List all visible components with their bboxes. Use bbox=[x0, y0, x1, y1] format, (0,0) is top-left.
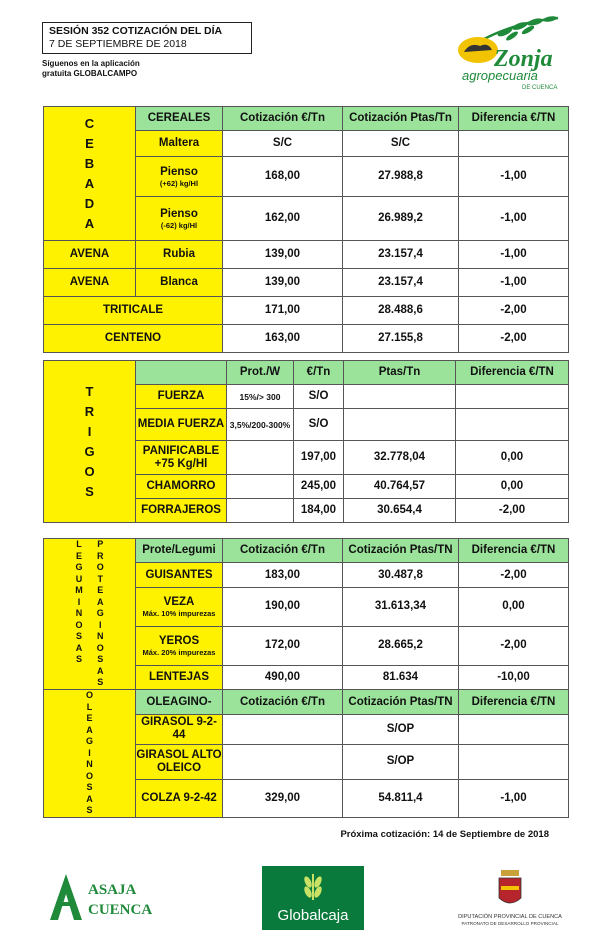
side-label-letter: A bbox=[75, 642, 83, 653]
coat-of-arms-icon bbox=[499, 870, 521, 903]
side-label-letter: D bbox=[84, 195, 95, 211]
side-label-letter: T bbox=[97, 573, 103, 584]
side-label-letter: G bbox=[96, 608, 104, 618]
svg-text:agropecuaria: agropecuaria bbox=[462, 68, 538, 83]
table-row: MEDIA FUERZA 3,5%/200-300% S/O bbox=[44, 409, 569, 441]
svg-text:PATRONATO DE DESARROLLO PROVIN: PATRONATO DE DESARROLLO PROVINCIAL bbox=[461, 921, 559, 926]
side-label-letter: S bbox=[97, 654, 104, 664]
table-row: AVENA Rubia 139,00 23.157,4 -1,00 bbox=[44, 241, 569, 269]
svg-text:ASAJA: ASAJA bbox=[88, 882, 137, 898]
side-label-letter: N bbox=[96, 631, 104, 641]
side-label-letter: A bbox=[96, 665, 104, 676]
table-row: FORRAJEROS 184,00 30.654,4 -2,00 bbox=[44, 499, 569, 523]
side-label-letter: S bbox=[85, 483, 94, 499]
table-row: GIRASOL ALTO OLEICO S/OP bbox=[44, 744, 569, 780]
next-quote: Próxima cotización: 14 de Septiembre de 2018 bbox=[340, 829, 549, 840]
side-label-letter: G bbox=[85, 736, 93, 746]
side-label-letter: I bbox=[88, 747, 91, 758]
asaja-a-icon bbox=[50, 874, 82, 920]
side-label-letter: R bbox=[84, 403, 95, 419]
wheat-icon bbox=[303, 874, 324, 900]
trigos-table: T R I G O S Prot./W €/Tn Ptas/Tn Diferencia €/TN FUERZA 15%/> 300 S/O MEDIA FUERZA 3,5%/200-300% S/O PANIFICABLE +75 Kg/Hl 197,00 32.778,04 0,00 CHAMORRO 245,00 40.764,57 0,00 FORRAJEROS 184,00 30.654,4 -2,00 bbox=[43, 360, 569, 523]
trigos-side-label bbox=[44, 361, 136, 523]
svg-text:DE CUENCA: DE CUENCA bbox=[522, 85, 558, 91]
table-row: AVENA Blanca 139,00 23.157,4 -1,00 bbox=[44, 269, 569, 297]
side-label-letter: E bbox=[85, 135, 94, 151]
side-label-letter: A bbox=[86, 793, 93, 804]
diputacion-logo bbox=[455, 868, 565, 928]
side-label-letter: I bbox=[98, 619, 102, 630]
side-label-letter: E bbox=[97, 585, 104, 595]
table-row: FUERZA 15%/> 300 S/O bbox=[44, 385, 569, 409]
table-row: Maltera S/C S/C bbox=[44, 131, 569, 157]
side-label-letter: S bbox=[75, 654, 82, 664]
session-title: SESIÓN 352 COTIZACIÓN DEL DÍA bbox=[49, 25, 223, 37]
cereales-table: C E B A D A CEREALES Cotización €/Tn Cotización Ptas/Tn Diferencia €/TN Maltera S/C S/C Pienso (+62) kg/Hl 168,00 27.988,8 -1,00 Pienso (-62) kg/Hl 162,00 26.989,2 -1,00 AVENA Rubia 139,00 23.157,4 -1,00 AVENA Blanca 139,00 23.157,4 -1,00 TRITICALE 171,00 28.488,6 -2,00 CENTENO 163,00 27.155,8 -2,00 bbox=[43, 106, 569, 353]
svg-text:CUENCA: CUENCA bbox=[88, 902, 153, 918]
side-label-letter: P bbox=[97, 539, 104, 549]
side-label-letter: S bbox=[86, 805, 93, 815]
side-label-letter: N bbox=[75, 608, 83, 618]
session-date: 7 DE SEPTIEMBRE DE 2018 bbox=[49, 38, 187, 50]
side-label-letter: A bbox=[86, 724, 93, 735]
side-label-letter: O bbox=[84, 463, 95, 479]
table-row: LENTEJAS 490,00 81.634 -10,00 bbox=[44, 665, 569, 690]
table-row: YEROS Máx. 20% impurezas 172,00 28.665,2 -2,00 bbox=[44, 626, 569, 665]
side-label-letter: A bbox=[84, 215, 95, 231]
side-label-letter: O bbox=[75, 619, 83, 630]
side-label-letter: B bbox=[84, 155, 95, 171]
side-label-letter: E bbox=[75, 550, 82, 561]
zonja-logo bbox=[450, 14, 570, 94]
side-label-letter: O bbox=[85, 770, 93, 781]
side-label-letter: L bbox=[76, 539, 82, 549]
legumbres-table: L E G U M I N O S A SP R O T E A G I N O S A S Prote/Legumi Cotización €/Tn Cotización Ptas/TN Diferencia €/TN GUISANTES 183,00 30.487,8 -2,00 VEZA Máx. 10% impurezas 190,00 31.613,34 0,00 YEROS Máx. 20% impurezas 172,00 28.665,2 -2,00 LENTEJAS 490,00 81.634 -10,00 O L E A G I N O S A S OLEAGINO- Cotización €/Tn Cotización Ptas/TN Diferencia €/TN GIRASOL 9-2-44 S/OP GIRASOL ALTO OLEICO S/OP COLZA 9-2-42 329,00 54.811,4 -1,00 bbox=[43, 538, 569, 818]
table-row: CENTENO 163,00 27.155,8 -2,00 bbox=[44, 325, 569, 353]
side-label-letter: G bbox=[84, 443, 95, 459]
cebada-side-label bbox=[44, 107, 136, 241]
session-box bbox=[42, 22, 252, 54]
globalcaja-logo bbox=[262, 866, 364, 930]
asaja-logo bbox=[46, 872, 176, 922]
table-row: COLZA 9-2-42 329,00 54.811,4 -1,00 bbox=[44, 780, 569, 818]
side-label-letter: T bbox=[85, 383, 94, 399]
svg-text:Globalcaja: Globalcaja bbox=[277, 907, 349, 924]
side-label-letter: I bbox=[87, 423, 92, 439]
side-label-letter: A bbox=[84, 175, 95, 191]
side-label-letter: C bbox=[84, 115, 95, 131]
table-row: Pienso (+62) kg/Hl 168,00 27.988,8 -1,00 bbox=[44, 157, 569, 197]
side-label-letter: S bbox=[97, 677, 104, 687]
follow-note: Síguenos en la aplicación gratuita GLOBALCAMPO bbox=[42, 59, 140, 78]
table-row: Pienso (-62) kg/Hl 162,00 26.989,2 -1,00 bbox=[44, 197, 569, 241]
table-row: GIRASOL 9-2-44 S/OP bbox=[44, 715, 569, 744]
svg-text:Zonja: Zonja bbox=[494, 46, 553, 72]
table-row: TRITICALE 171,00 28.488,6 -2,00 bbox=[44, 297, 569, 325]
side-label-letter: O bbox=[96, 642, 104, 653]
proteaginosas-side-label bbox=[44, 539, 136, 690]
side-label-letter: O bbox=[96, 562, 104, 572]
side-label-letter: E bbox=[86, 713, 93, 723]
side-label-letter: O bbox=[85, 690, 93, 700]
side-label-letter: G bbox=[75, 562, 83, 572]
table-row: VEZA Máx. 10% impurezas 190,00 31.613,34 0,00 bbox=[44, 587, 569, 626]
table-row: GUISANTES 183,00 30.487,8 -2,00 bbox=[44, 563, 569, 587]
oleaginosas-side-label bbox=[44, 690, 136, 818]
side-label-letter: N bbox=[86, 759, 93, 769]
side-label-letter: I bbox=[77, 596, 81, 607]
side-label-letter: M bbox=[75, 585, 83, 595]
table-row: CHAMORRO 245,00 40.764,57 0,00 bbox=[44, 475, 569, 499]
svg-text:DIPUTACIÓN PROVINCIAL DE CUENC: DIPUTACIÓN PROVINCIAL DE CUENCA bbox=[458, 914, 562, 920]
side-label-letter: U bbox=[75, 573, 83, 584]
side-label-letter: L bbox=[86, 701, 93, 712]
side-label-letter: S bbox=[75, 631, 82, 641]
cereales-header: CEREALES bbox=[136, 107, 223, 131]
table-row: PANIFICABLE +75 Kg/Hl 197,00 32.778,04 0,00 bbox=[44, 441, 569, 475]
side-label-letter: S bbox=[86, 782, 93, 792]
side-label-letter: R bbox=[96, 550, 104, 561]
side-label-letter: A bbox=[96, 596, 104, 607]
